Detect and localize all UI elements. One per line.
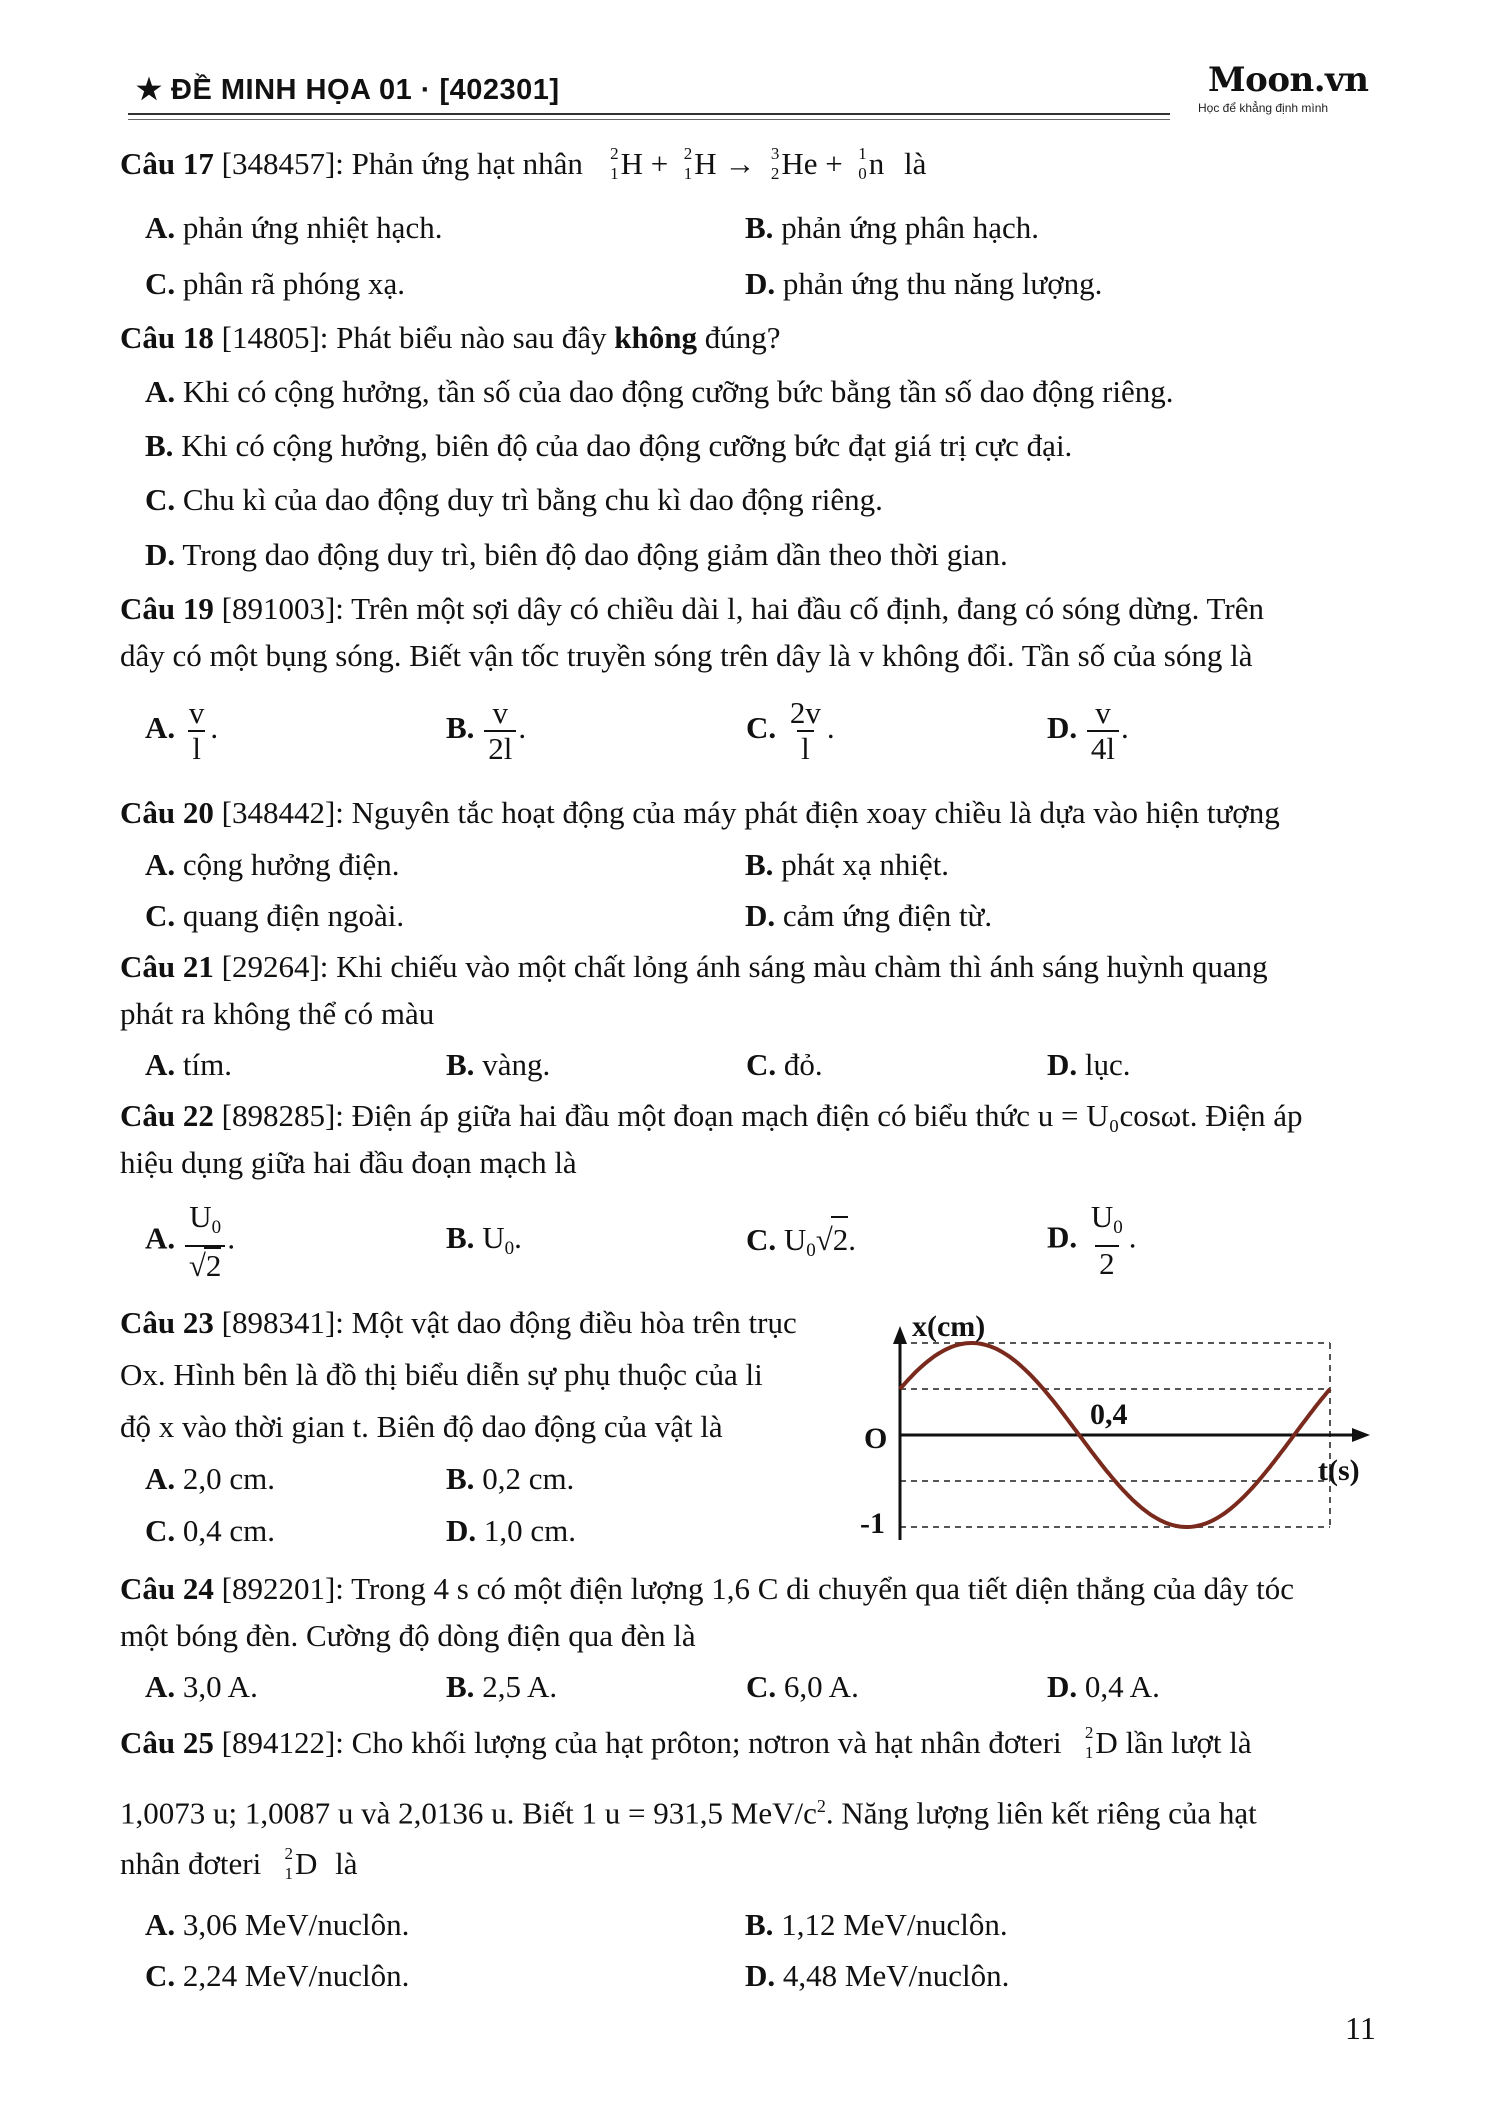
option-a[interactable]: A. 2,0 cm. bbox=[145, 1461, 276, 1496]
question-label: Câu 24 bbox=[120, 1571, 214, 1606]
option-c[interactable]: C. $\frac{2v}{l}$ . bbox=[746, 695, 835, 766]
option-c[interactable]: C. quang điện ngoài. bbox=[145, 898, 405, 933]
option-b[interactable]: B. U0. bbox=[446, 1220, 522, 1259]
y-axis-label: x(cm) bbox=[912, 1310, 986, 1343]
option-a[interactable]: A. $\frac{v}{l}$ . bbox=[145, 695, 219, 766]
option-c[interactable]: C. 0,4 cm. bbox=[145, 1513, 276, 1548]
question-22-line2: hiệu dụng giữa hai đầu đoạn mạch là bbox=[120, 1145, 577, 1180]
option-d[interactable]: D. $\frac{U0}{2}$ . bbox=[1047, 1199, 1137, 1281]
y-axis-arrow-icon bbox=[893, 1326, 907, 1344]
option-a[interactable]: A. cộng hưởng điện. bbox=[145, 847, 400, 882]
brand-logo: Moon.vn bbox=[1208, 60, 1369, 100]
option-a[interactable]: A. 3,0 A. bbox=[145, 1669, 258, 1704]
option-c[interactable]: C. U0√2. bbox=[746, 1216, 856, 1273]
question-25-line2: 1,0073 u; 1,0087 u và 2,0136 u. Biết 1 u = 931,5 MeV/$c^2$. Năng lượng liên kết riêng của hạt bbox=[120, 1795, 1257, 1831]
option-b[interactable]: B. Khi có cộng hưởng, biên độ của dao động cưỡng bức đạt giá trị cực đại. bbox=[145, 428, 1073, 463]
header-divider-thin bbox=[128, 119, 1170, 120]
question-23: Câu 23 [898341]: Một vật dao động điều hòa trên trục bbox=[120, 1305, 797, 1340]
page-header-title: ★ ĐỀ MINH HỌA 01 · [402301] bbox=[136, 74, 560, 106]
option-d[interactable]: D. lục. bbox=[1047, 1047, 1131, 1082]
question-label: Câu 25 bbox=[120, 1725, 214, 1760]
option-c[interactable]: C. Chu kì của dao động duy trì bằng chu kì dao động riêng. bbox=[145, 482, 883, 517]
question-19-line2: dây có một bụng sóng. Biết vận tốc truyền sóng trên dây là v không đổi. Tần số của sóng là bbox=[120, 638, 1253, 673]
question-label: Câu 23 bbox=[120, 1305, 214, 1340]
question-21-line2: phát ra không thể có màu bbox=[120, 996, 435, 1031]
option-c[interactable]: C. 2,24 MeV/nuclôn. bbox=[145, 1958, 410, 1993]
option-d[interactable]: D. phản ứng thu năng lượng. bbox=[745, 266, 1103, 301]
question-label: Câu 19 bbox=[120, 591, 214, 626]
option-c[interactable]: C. đỏ. bbox=[746, 1047, 823, 1082]
question-24-line2: một bóng đèn. Cường độ dòng điện qua đèn là bbox=[120, 1618, 696, 1653]
option-b[interactable]: B. vàng. bbox=[446, 1047, 551, 1082]
question-25: Câu 25 [894122]: Cho khối lượng của hạt prôton; nơtron và hạt nhân đơteri 2 1 D lần lượt là bbox=[120, 1722, 1252, 1762]
option-d[interactable]: D. 4,48 MeV/nuclôn. bbox=[745, 1958, 1010, 1993]
option-a[interactable]: A. phản ứng nhiệt hạch. bbox=[145, 210, 443, 245]
question-label: Câu 18 bbox=[120, 320, 214, 355]
question-20: Câu 20 [348442]: Nguyên tắc hoạt động của máy phát điện xoay chiều là dựa vào hiện tượng bbox=[120, 795, 1280, 830]
option-a[interactable]: A. 3,06 MeV/nuclôn. bbox=[145, 1907, 410, 1942]
question-text: [348457]: Phản ứng hạt nhân bbox=[221, 146, 583, 181]
question-24: Câu 24 [892201]: Trong 4 s có một điện lượng 1,6 C di chuyển qua tiết diện thẳng của dây tóc bbox=[120, 1571, 1295, 1606]
question-label: Câu 20 bbox=[120, 795, 214, 830]
question-label: Câu 21 bbox=[120, 949, 214, 984]
option-b[interactable]: B. 0,2 cm. bbox=[446, 1461, 575, 1496]
question-19: Câu 19 [891003]: Trên một sợi dây có chiều dài l, hai đầu cố định, đang có sóng dừng. Trên bbox=[120, 591, 1264, 626]
question-18: Câu 18 [14805]: Phát biểu nào sau đây không đúng? bbox=[120, 320, 781, 355]
option-d[interactable]: D. 1,0 cm. bbox=[446, 1513, 577, 1548]
question-text-tail: là bbox=[904, 146, 927, 181]
option-b[interactable]: B. phát xạ nhiệt. bbox=[745, 847, 950, 882]
option-a[interactable]: A. $\frac{U0}{√2}$ . bbox=[145, 1199, 236, 1283]
question-label: Câu 22 bbox=[120, 1098, 214, 1133]
question-22: Câu 22 [898285]: Điện áp giữa hai đầu một đoạn mạch điện có biểu thức u = U₀cosωt. Điện áp bbox=[120, 1098, 1303, 1133]
question-label: Câu 17 bbox=[120, 146, 214, 181]
x-axis-arrow-icon bbox=[1352, 1428, 1370, 1442]
question-21: Câu 21 [29264]: Khi chiếu vào một chất lỏng ánh sáng màu chàm thì ánh sáng huỳnh quang bbox=[120, 949, 1268, 984]
page-number: 11 bbox=[1345, 2010, 1376, 2046]
x-axis-label: t(s) bbox=[1318, 1454, 1360, 1487]
option-d[interactable]: D. $\frac{v}{4l}$ . bbox=[1047, 695, 1129, 766]
question-23-line3: độ x vào thời gian t. Biên độ dao động của vật là bbox=[120, 1409, 723, 1444]
option-a[interactable]: A. Khi có cộng hưởng, tần số của dao động cưỡng bức bằng tần số dao động riêng. bbox=[145, 374, 1174, 409]
option-c[interactable]: C. phân rã phóng xạ. bbox=[145, 266, 405, 301]
x-tick-label: 0,4 bbox=[1090, 1398, 1128, 1431]
question-23-line2: Ox. Hình bên là đồ thị biểu diễn sự phụ thuộc của li bbox=[120, 1357, 763, 1392]
option-a[interactable]: A. tím. bbox=[145, 1047, 232, 1082]
option-b[interactable]: B. $\frac{v}{2l}$ . bbox=[446, 695, 527, 766]
origin-label: O bbox=[864, 1422, 888, 1455]
option-d[interactable]: D. Trong dao động duy trì, biên độ dao động giảm dần theo thời gian. bbox=[145, 537, 1008, 572]
question-17 bbox=[120, 142, 926, 186]
option-b[interactable]: B. 2,5 A. bbox=[446, 1669, 558, 1704]
question-25-line3: nhân đơteri 2 1 D là bbox=[120, 1843, 358, 1883]
oscillation-graph bbox=[850, 1300, 1380, 1550]
option-b[interactable]: B. phản ứng phân hạch. bbox=[745, 210, 1040, 245]
option-d[interactable]: D. cảm ứng điện từ. bbox=[745, 898, 993, 933]
y-tick-label: -1 bbox=[860, 1507, 885, 1540]
option-c[interactable]: C. 6,0 A. bbox=[746, 1669, 859, 1704]
header-divider bbox=[128, 113, 1170, 115]
nuclear-reaction: 2 1 H + 2 1 H → 3 2 He + 1 0 n bbox=[610, 143, 885, 183]
option-d[interactable]: D. 0,4 A. bbox=[1047, 1669, 1160, 1704]
option-b[interactable]: B. 1,12 MeV/nuclôn. bbox=[745, 1907, 1008, 1942]
brand-tagline: Học để khẳng định mình bbox=[1198, 101, 1329, 115]
